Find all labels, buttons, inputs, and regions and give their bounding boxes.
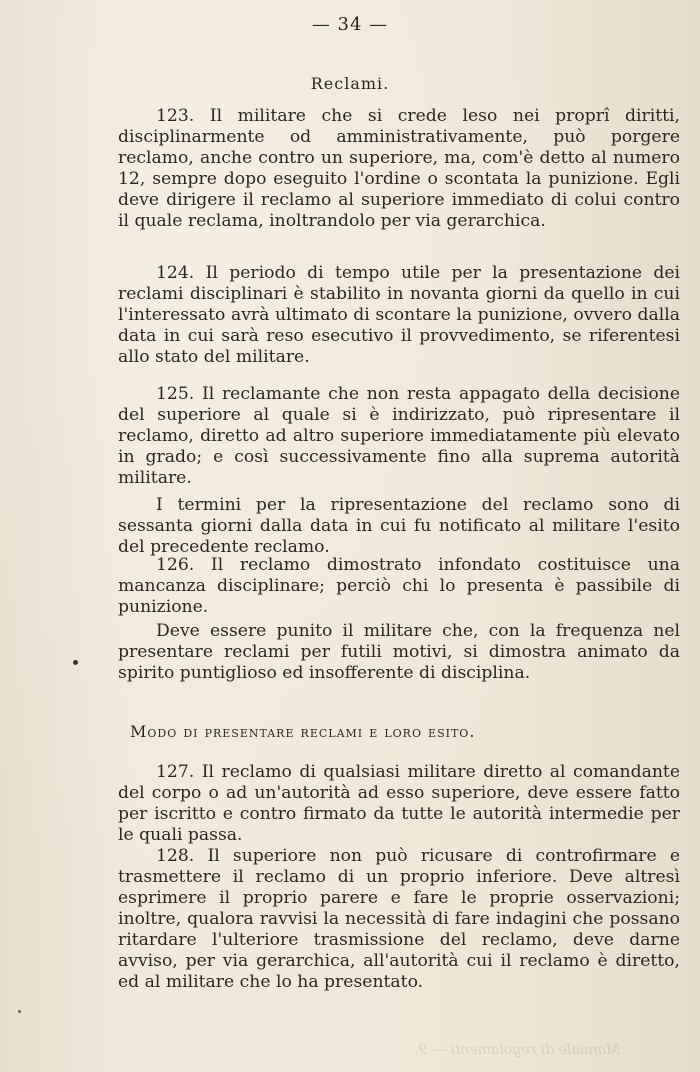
section-title: Reclami. [310, 74, 390, 93]
bleed-through-text: Manuale di regolamenti — 9. [413, 1042, 620, 1058]
paragraph-126-punishment: Deve essere punito il militare che, con la frequenza nel presentare reclami per futili motivi, si dimostra animato da spirito puntiglioso ed insofferente di disciplina. [118, 621, 680, 683]
paragraph-125: 125. Il reclamante che non resta appagato della decisione del superiore al quale si è indirizzato, può ripresentare il reclamo, diretto ad altro superiore immediatamente più elevato in grado; e così successivamente fino alla suprema autorità militare. [118, 384, 680, 488]
paragraph-126: 126. Il reclamo dimostrato infondato costituisce una mancanza disciplinare; perciò chi lo presenta è passibile di punizione. [118, 555, 680, 617]
paragraph-128: 128. Il superiore non può ricusare di controfirmare e trasmettere il reclamo di un proprio inferiore. Deve altresì esprimere il proprio parere e fare le proprie osservazioni; inoltre, qualora ravvisi la necessità di fare indagini che possano ritardare l'ulteriore trasmissione del reclamo, deve darne avviso, per via gerarchica, all'autorità cui il reclamo è diretto, ed al militare che lo ha presentato. [118, 846, 680, 992]
paragraph-125-terms: I termini per la ripresentazione del reclamo sono di sessanta giorni dalla data in cui fu notificato al militare l'esito del precedente reclamo. [118, 495, 680, 557]
paragraph-124: 124. Il periodo di tempo utile per la presentazione dei reclami disciplinari è stabilito in novanta giorni da quello in cui l'interessato avrà ultimato di scontare la punizione, ovvero dalla data in cui sarà reso esecutivo il provvedimento, se riferentesi allo stato del militare. [118, 263, 680, 367]
margin-dot [18, 1010, 21, 1013]
page-number: — 34 — [311, 14, 389, 35]
margin-mark [73, 660, 78, 665]
subsection-title: Modo di presentare reclami e loro esito. [130, 722, 476, 741]
paragraph-127: 127. Il reclamo di qualsiasi militare diretto al comandante del corpo o ad un'autorità ad esso superiore, deve essere fatto per iscritto e contro firmato da tutte le autorità intermedie per le quali passa. [118, 762, 680, 845]
paragraph-123: 123. Il militare che si crede leso nei proprî diritti, disciplinarmente od amministrativamente, può porgere reclamo, anche contro un superiore, ma, com'è detto al numero 12, sempre dopo eseguito l'ordine o scontata la punizione. Egli deve dirigere il reclamo al superiore immediato di colui contro il quale reclama, inoltrandolo per via gerarchica. [118, 106, 680, 231]
